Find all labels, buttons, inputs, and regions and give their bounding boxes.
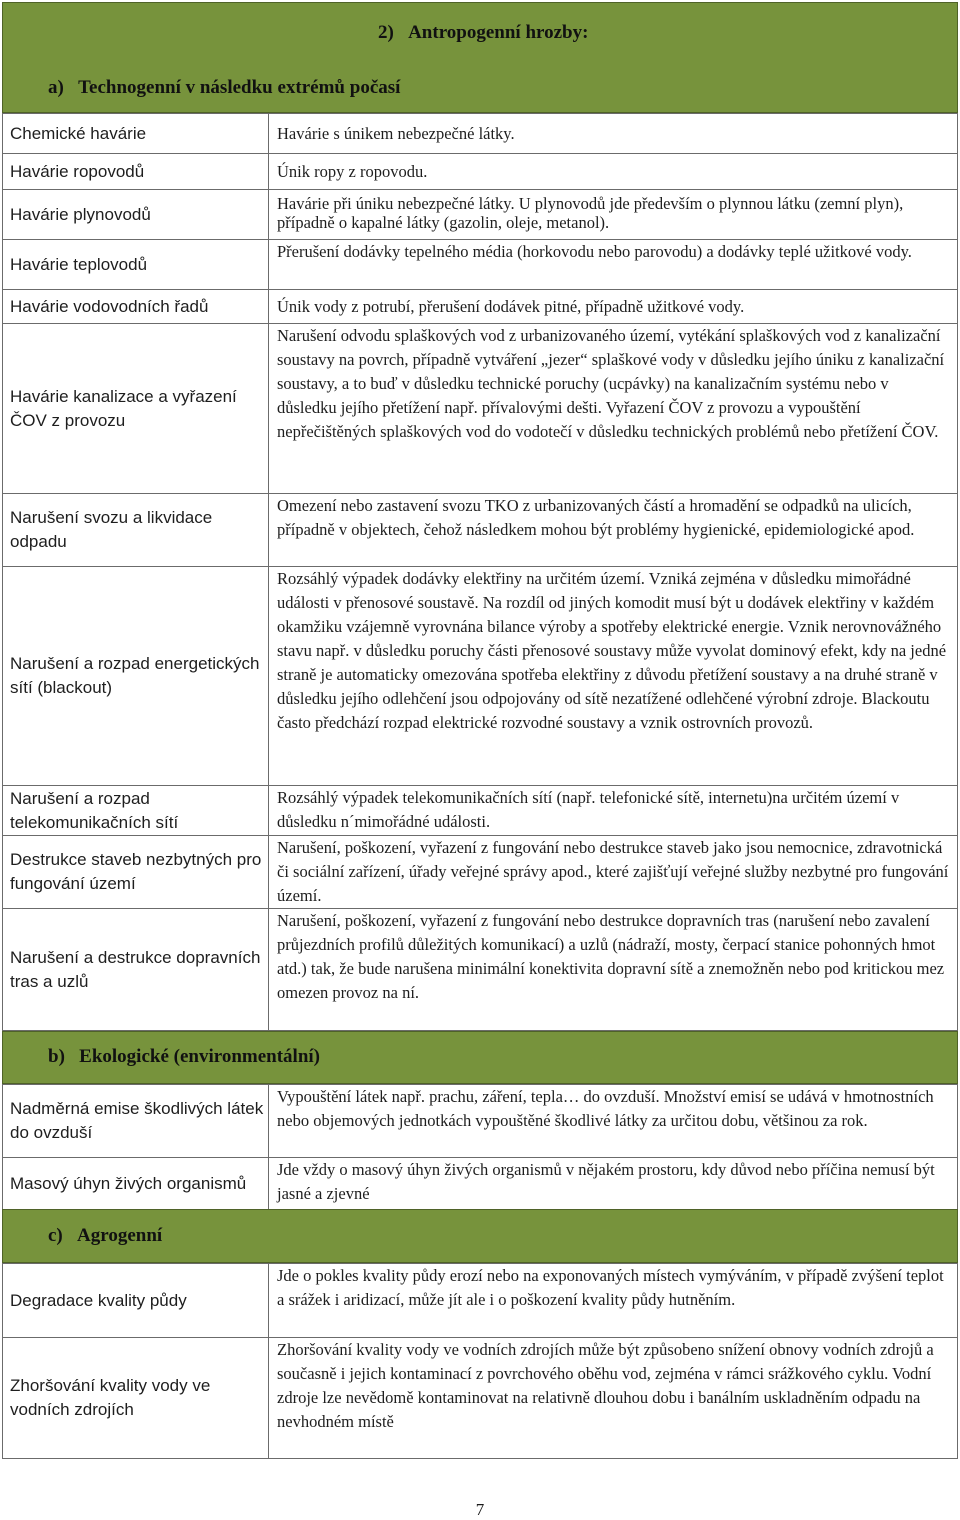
table-row (3, 154, 958, 190)
threat-cell: Narušení a rozpad telekomunikačních sítí (3, 786, 269, 836)
description-cell: Rozsáhlý výpadek telekomunikačních sítí (např. telefonické sítě, internetu)na určitém území v důsledku n´mimořádné události. (269, 786, 958, 836)
section-c-table (2, 1263, 958, 1459)
description-cell: Únik vody z potrubí, přerušení dodávek pitné, případně užitkové vody. (269, 290, 958, 324)
table-row (3, 290, 958, 324)
table-row (3, 836, 958, 909)
threat-cell: Masový úhyn živých organismů (3, 1158, 269, 1210)
table-row (3, 324, 958, 494)
table-row (3, 1158, 958, 1210)
description-cell: Omezení nebo zastavení svozu TKO z urbanizovaných částí a hromadění se odpadků na ulicích, případně v objektech, čehož následkem mohou být problémy hygienické, epidemiologické apod. (269, 494, 958, 567)
main-title: 2) Antropogenní hrozby: (378, 22, 589, 43)
table-row (3, 909, 958, 1031)
table-row (3, 114, 958, 154)
section-b-table (2, 1084, 958, 1210)
threat-cell: Degradace kvality půdy (3, 1264, 269, 1338)
section-a-heading: a) Technogenní v následku extrémů počasí (48, 77, 401, 98)
threat-cell: Havárie ropovodů (3, 154, 269, 190)
threat-cell: Havárie teplovodů (3, 240, 269, 290)
page-number: 7 (475, 1500, 485, 1519)
description-cell: Narušení, poškození, vyřazení z fungování nebo destrukce dopravních tras (narušení nebo zavalení průjezdních profilů důležitých komunikací) a uzlů (nádraží, mosty, čerpací stanice pohonných hmot atd.) tak, že bude narušena minimální konektivita dopravní sítě a znemožněn nebo pod kritickou mez omezen provoz na ní. (269, 909, 958, 1031)
description-cell: Havárie s únikem nebezpečné látky. (269, 114, 958, 154)
table-row (3, 190, 958, 240)
description-cell: Havárie při úniku nebezpečné látky. U plynovodů jde především o plynnou látku (zemní plyn), případně o kapalné látky (gazolin, oleje, metanol). (269, 190, 958, 240)
table-row (3, 1264, 958, 1338)
description-cell: Jde o pokles kvality půdy erozí nebo na exponovaných místech vymýváním, v případě zvýšení teplot a srážek i aridizací, může jít ale i o poškození kvality půdy hutněním. (269, 1264, 958, 1338)
threat-cell: Havárie vodovodních řadů (3, 290, 269, 324)
description-cell: Únik ropy z ropovodu. (269, 154, 958, 190)
description-cell: Narušení, poškození, vyřazení z fungování nebo destrukce staveb jako jsou nemocnice, zdravotnická či sociální zařízení, úřady veřejné správy apod., které zajišťují veřejné služby nezbytné pro fungování území. (269, 836, 958, 909)
description-cell: Rozsáhlý výpadek dodávky elektřiny na určitém území. Vzniká zejména v důsledku mimořádné události v přenosové soustavě. Na rozdíl od jiných komodit musí být u dodávek elektřiny v každém okamžiku vzájemně vyrovnána bilance výroby a spotřeby elektrické energie. Vznik nerovnovážného stavu např. v důsledku poruchy části přenosové soustavy může vyvolat dominový efekt, kdy na jedné straně je automaticky omezována spotřeba elektřiny z důvodu přetížení soustavy a na druhé straně v důsledku jejího odlehčení jsou odpojovány od sítě nezatížené odlehčené výrobní zdroje. Blackoutu často předchází rozpad elektrické rozvodné soustavy a vznik ostrovních provozů. (269, 567, 958, 786)
description-cell: Přerušení dodávky tepelného média (horkovodu nebo parovodu) a dodávky teplé užitkové vody. (269, 240, 958, 290)
description-cell: Jde vždy o masový úhyn živých organismů v nějakém prostoru, kdy důvod nebo příčina nemusí být jasné a zjevné (269, 1158, 958, 1210)
threat-cell: Narušení svozu a likvidace odpadu (3, 494, 269, 567)
threat-cell: Havárie plynovodů (3, 190, 269, 240)
section-a-table (2, 113, 958, 1031)
description-cell: Vypouštění látek např. prachu, záření, tepla… do ovzduší. Množství emisí se udává v hmotnostních nebo objemových jednotkách vypouštěné škodlivé látky za určitou dobu, většinou za rok. (269, 1085, 958, 1158)
table-row (3, 240, 958, 290)
table-row (3, 1338, 958, 1459)
threat-cell: Nadměrná emise škodlivých látek do ovzduší (3, 1085, 269, 1158)
table-row (3, 494, 958, 567)
table-row (3, 786, 958, 836)
table-row (3, 1085, 958, 1158)
threat-cell: Narušení a destrukce dopravních tras a uzlů (3, 909, 269, 1031)
description-cell: Narušení odvodu splaškových vod z urbanizovaného území, vytékání splaškových vod z kanalizační soustavy na povrch, případně vytváření „jezer“ splaškové vody v důsledku jejího úniku z kanalizační soustavy, a to buď v důsledku technické poruchy (ucpávky) na kanalizačním systému nebo v důsledku jejího přetížení např. přívalovými dešti. Vyřazení ČOV z provozu a vypouštění nepřečištěných splaškových vod do vodotečí v důsledku technických problémů nebo přetížení ČOV. (269, 324, 958, 494)
section-b-heading: b) Ekologické (environmentální) (48, 1046, 320, 1067)
description-cell: Zhoršování kvality vody ve vodních zdrojích může být způsobeno snížení obnovy vodních zdrojů a současně i jejich kontaminací z povrchového oběhu vod, zejména v rámci srážkového cyklu. Vodní zdroje lze nevědomě kontaminovat na relativně dlouhou dobu i banálním uskladněním odpadu na nevhodném místě (269, 1338, 958, 1459)
threat-cell: Havárie kanalizace a vyřazení ČOV z provozu (3, 324, 269, 494)
threat-cell: Chemické havárie (3, 114, 269, 154)
threat-cell: Narušení a rozpad energetických sítí (blackout) (3, 567, 269, 786)
section-c-heading: c) Agrogenní (48, 1225, 163, 1246)
table-row (3, 567, 958, 786)
threat-cell: Destrukce staveb nezbytných pro fungování území (3, 836, 269, 909)
threat-cell: Zhoršování kvality vody ve vodních zdrojích (3, 1338, 269, 1459)
